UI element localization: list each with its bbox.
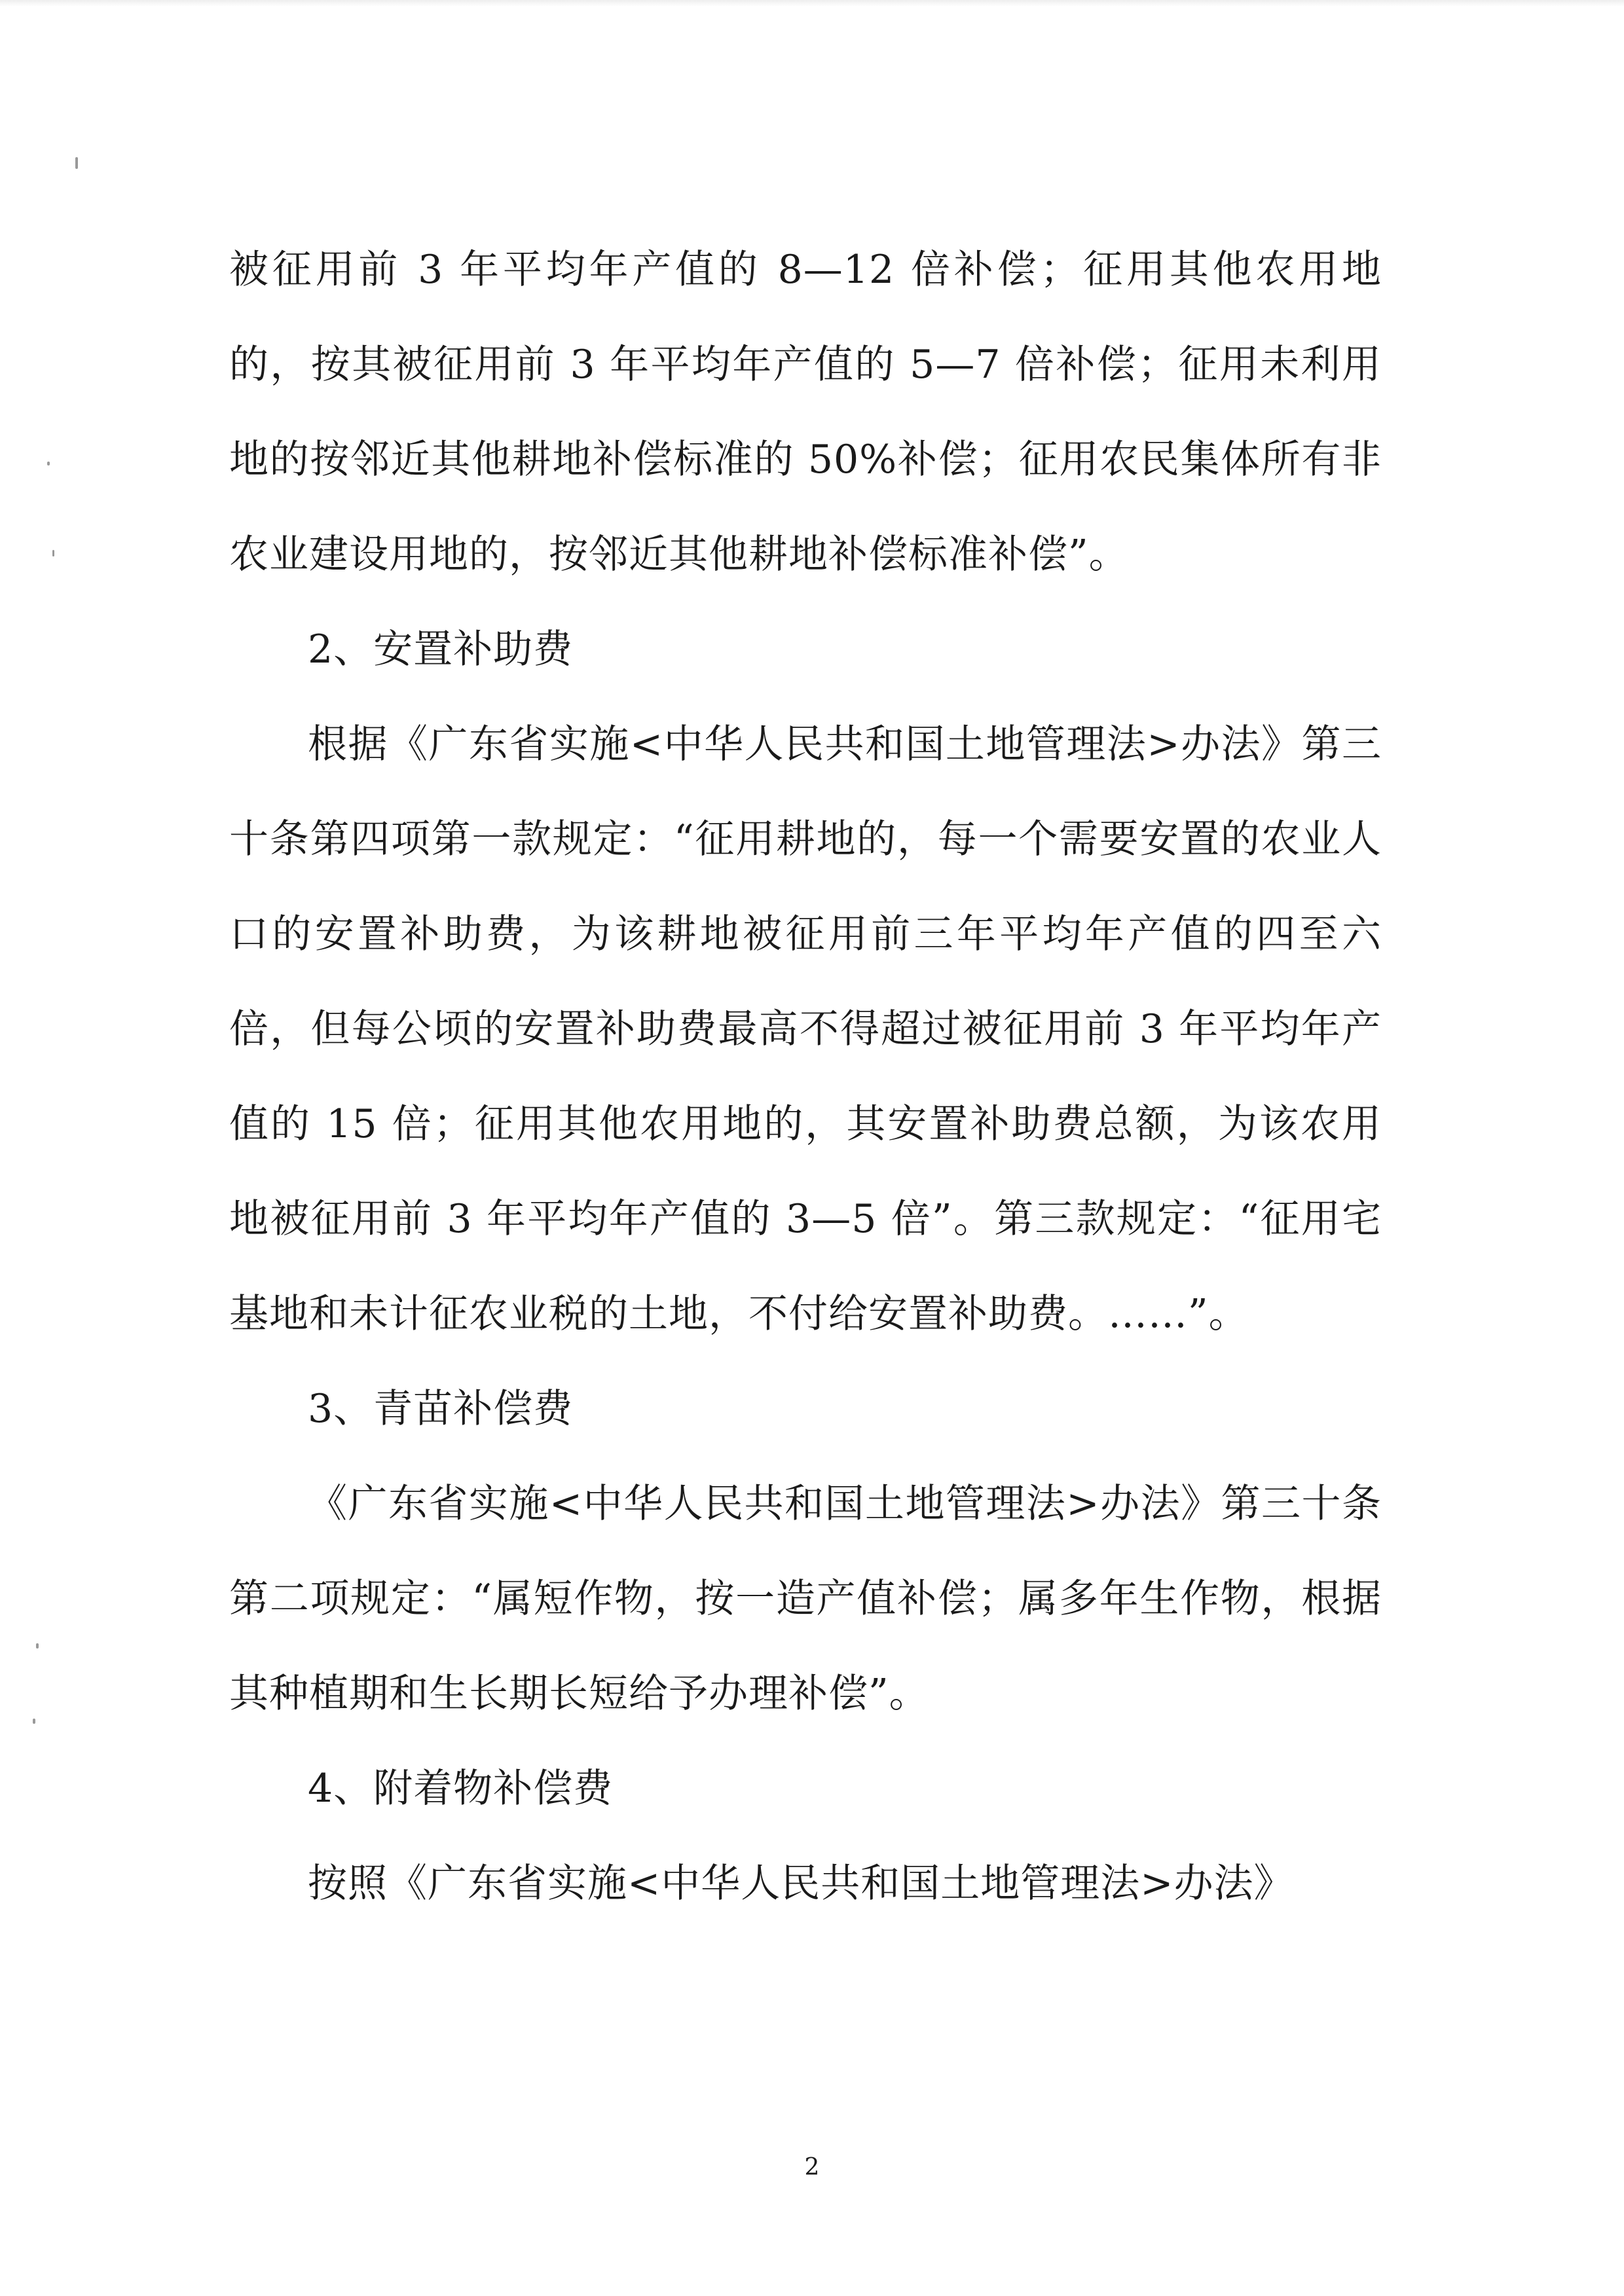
- document-body: [229, 223, 1382, 1931]
- scan-edge: [0, 0, 1624, 7]
- scan-speck: [75, 157, 78, 169]
- paragraph-crop-compensation: 《广东省实施<中华人民共和国土地管理法>办法》第三十条第二项规定：“属短作物，按一造产值补偿；属多年生作物，根据其种植期和生长期长短给予办理补偿”。: [229, 1481, 1382, 1717]
- scan-speck: [36, 1643, 39, 1649]
- heading-resettlement-subsidy: 2、安置补助费: [308, 627, 574, 672]
- heading-crop-compensation: 3、青苗补偿费: [308, 1386, 574, 1432]
- paragraph-resettlement-subsidy: 根据《广东省实施<中华人民共和国土地管理法>办法》第三十条第四项第一款规定：“征用耕地的，每一个需要安置的农业人口的安置补助费，为该耕地被征用前三年平均年产值的四至六倍，但每公顷的安置补助费最高不得超过被征用前 3 年平均年产值的 15 倍；征用其他农用地的，其安置补助费总额，为该农用地被征用前 3 年平均年产值的 3—5 倍”。第三款规定：“征用宅基地和未计征农业税的土地，不付给安置补助费。……”。: [229, 721, 1382, 1337]
- paragraph-land-compensation: 被征用前 3 年平均年产值的 8—12 倍补偿；征用其他农用地的，按其被征用前 3 年平均年产值的 5—7 倍补偿；征用未利用地的按邻近其他耕地补偿标准的 50%补偿；征用农民集体所有非农业建设用地的，按邻近其他耕地补偿标准补偿”。: [229, 247, 1382, 577]
- heading-attachment-compensation: 4、附着物补偿费: [308, 1766, 614, 1812]
- scan-speck: [47, 462, 50, 465]
- scan-speck: [52, 550, 54, 556]
- page-number: 2: [804, 2154, 820, 2181]
- paragraph-attachment-compensation: 按照《广东省实施<中华人民共和国土地管理法>办法》: [308, 1861, 1294, 1906]
- scan-speck: [33, 1719, 35, 1724]
